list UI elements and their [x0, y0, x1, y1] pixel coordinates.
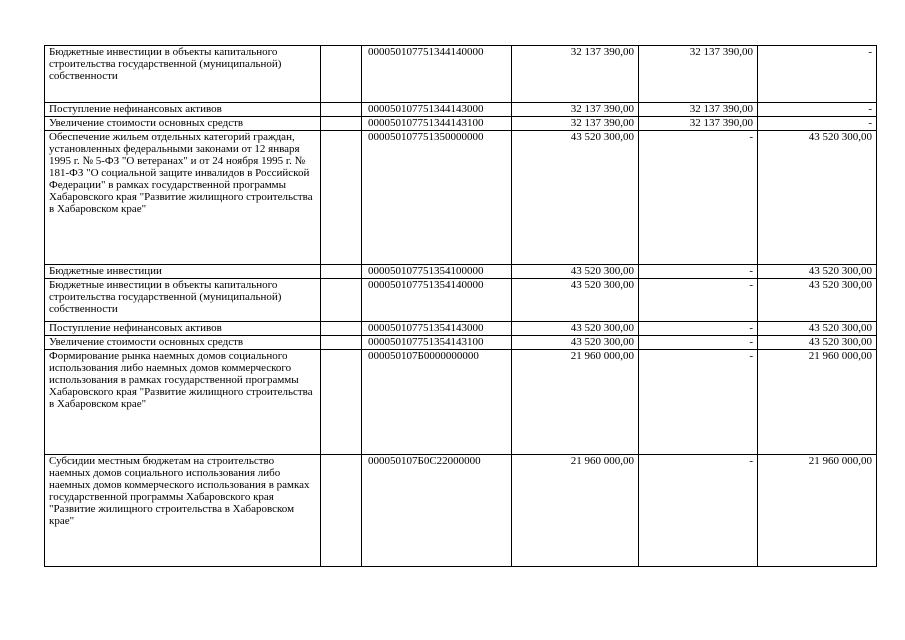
row-code: 000050107751354140000: [362, 279, 512, 322]
row-blank-cell: [321, 103, 362, 117]
row-value-2: -: [639, 455, 758, 567]
row-name: Увеличение стоимости основных средств: [45, 336, 321, 350]
budget-table: [44, 45, 877, 567]
table-row: [45, 117, 877, 131]
row-code: 000050107751344143100: [362, 117, 512, 131]
row-value-3: 43 520 300,00: [758, 265, 877, 279]
row-value-1: 43 520 300,00: [512, 131, 639, 265]
row-value-2: -: [639, 131, 758, 265]
row-name: Увеличение стоимости основных средств: [45, 117, 321, 131]
row-blank-cell: [321, 265, 362, 279]
row-name: Субсидии местным бюджетам на строительство наемных домов социального использования либо наемных домов коммерческого использования в рамках государственной программы Хабаровского края "Развитие жилищного строительства в Хабаровском крае": [45, 455, 321, 567]
row-value-1: 21 960 000,00: [512, 350, 639, 455]
row-value-1: 43 520 300,00: [512, 265, 639, 279]
row-code: 000050107751354143100: [362, 336, 512, 350]
table-row: [45, 131, 877, 265]
row-value-3: -: [758, 46, 877, 103]
row-value-1: 32 137 390,00: [512, 117, 639, 131]
row-value-3: 21 960 000,00: [758, 350, 877, 455]
row-name: Поступление нефинансовых активов: [45, 103, 321, 117]
row-value-1: 43 520 300,00: [512, 322, 639, 336]
row-name: Формирование рынка наемных домов социального использования либо наемных домов коммерческого использования в рамках государственной программы Хабаровского края "Развитие жилищного строительства в Хабаровском крае": [45, 350, 321, 455]
row-value-2: -: [639, 265, 758, 279]
row-value-3: 43 520 300,00: [758, 336, 877, 350]
table-row: [45, 350, 877, 455]
row-name: Бюджетные инвестиции в объекты капитального строительства государственной (муниципальной) собственности: [45, 279, 321, 322]
row-blank-cell: [321, 46, 362, 103]
row-code: 000050107751354100000: [362, 265, 512, 279]
table-row: [45, 455, 877, 567]
row-value-2: 32 137 390,00: [639, 117, 758, 131]
row-blank-cell: [321, 350, 362, 455]
row-value-2: -: [639, 350, 758, 455]
row-blank-cell: [321, 131, 362, 265]
row-code: 000050107751344143000: [362, 103, 512, 117]
row-value-3: 21 960 000,00: [758, 455, 877, 567]
row-code: 000050107Б0000000000: [362, 350, 512, 455]
row-value-2: -: [639, 336, 758, 350]
row-value-3: -: [758, 117, 877, 131]
row-code: 000050107Б0С22000000: [362, 455, 512, 567]
row-value-3: 43 520 300,00: [758, 322, 877, 336]
row-value-2: -: [639, 322, 758, 336]
row-code: 000050107751350000000: [362, 131, 512, 265]
row-value-1: 43 520 300,00: [512, 336, 639, 350]
row-value-2: 32 137 390,00: [639, 103, 758, 117]
table-row: [45, 103, 877, 117]
row-blank-cell: [321, 117, 362, 131]
row-value-3: 43 520 300,00: [758, 279, 877, 322]
table-row: [45, 279, 877, 322]
row-value-3: 43 520 300,00: [758, 131, 877, 265]
table-row: [45, 322, 877, 336]
row-name: Бюджетные инвестиции: [45, 265, 321, 279]
row-code: 000050107751344140000: [362, 46, 512, 103]
row-blank-cell: [321, 279, 362, 322]
row-value-3: -: [758, 103, 877, 117]
row-code: 000050107751354143000: [362, 322, 512, 336]
row-name: Поступление нефинансовых активов: [45, 322, 321, 336]
row-value-1: 32 137 390,00: [512, 103, 639, 117]
row-value-2: -: [639, 279, 758, 322]
row-blank-cell: [321, 322, 362, 336]
row-value-1: 43 520 300,00: [512, 279, 639, 322]
row-value-1: 21 960 000,00: [512, 455, 639, 567]
table-row: [45, 265, 877, 279]
row-blank-cell: [321, 336, 362, 350]
table-row: [45, 336, 877, 350]
row-name: Бюджетные инвестиции в объекты капитального строительства государственной (муниципальной) собственности: [45, 46, 321, 103]
row-value-2: 32 137 390,00: [639, 46, 758, 103]
row-blank-cell: [321, 455, 362, 567]
table-row: [45, 46, 877, 103]
row-name: Обеспечение жильем отдельных категорий граждан, установленных федеральными законами от 12 января 1995 г. № 5-ФЗ "О ветеранах" и от 24 ноября 1995 г. № 181-ФЗ "О социальной защите инвалидов в Российской Федерации" в рамках государственной программы Хабаровского края "Развитие жилищного строительства в Хабаровском крае": [45, 131, 321, 265]
row-value-1: 32 137 390,00: [512, 46, 639, 103]
